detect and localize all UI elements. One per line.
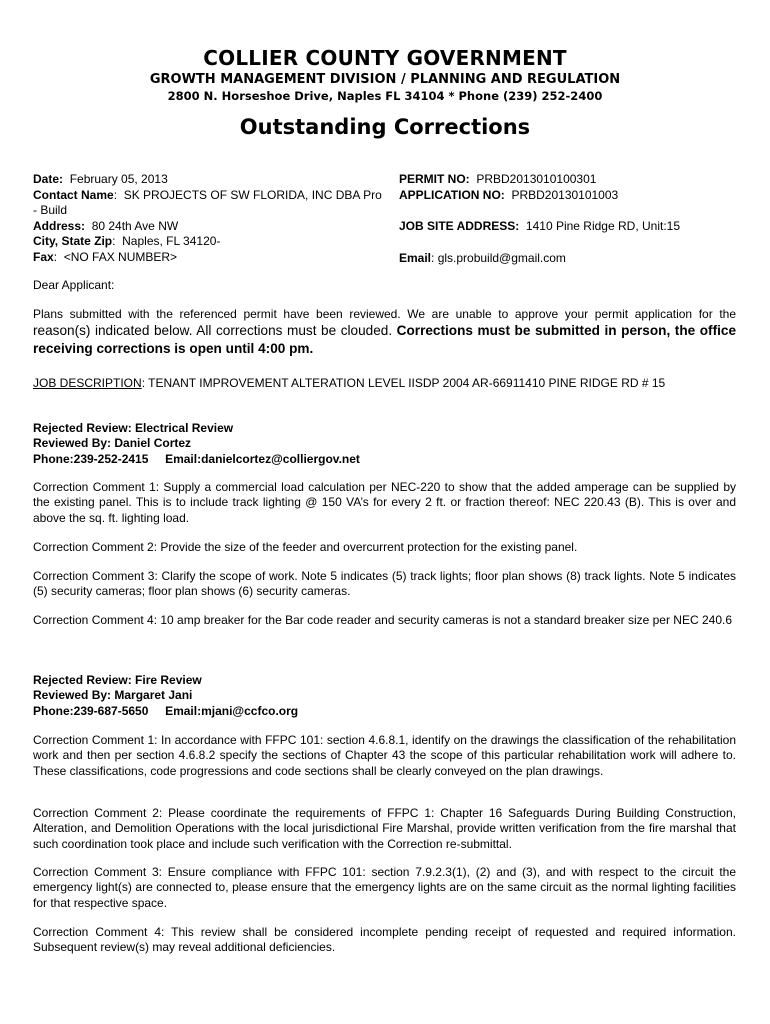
fax-value: <NO FAX NUMBER> (63, 249, 178, 264)
application-value: PRBD20130101003 (511, 187, 619, 202)
correction-comment: Correction Comment 4: 10 amp breaker for the Bar code reader and security cameras is not a standard breaker size per NEC 240.6 (33, 613, 733, 627)
correction-comment: Correction Comment 1: In accordance with FFPC 101: section 4.6.8.1, identify on the drawings the classification of the rehabilitation work and then per section 4.6.8.2 specify the sections of Chapter 43 the scope of this particular rehabilitation work will adhere to. These classifications, code progressions and code sections shall be clearly conveyed on the plan drawings. (33, 733, 736, 778)
page-title: Outstanding Corrections (239, 115, 531, 139)
contact-label: Contact Name (33, 187, 114, 202)
org-address: 2800 N. Horseshoe Drive, Naples FL 34104 * Phone (239) 252-2400 (167, 89, 603, 103)
correction-comment: Correction Comment 2: Please coordinate the requirements of FFPC 1: Chapter 16 Safeguards During Building Construction, Alteration, and Demolition Operations with the local jurisdictional Fire Marshal, provide written verification from the fire marshal that such coordination took place and include such verification with the Correction re-submittal. (33, 806, 736, 851)
salutation: Dear Applicant: (33, 278, 115, 292)
correction-comment: Correction Comment 1: Supply a commercial load calculation per NEC-220 to show that the added amperage can be supplied by the existing panel. This is to include track lighting @ 150 VA’s for every 2 ft. or fraction thereof: NEC 220.43 (B). This is over and above the sq. ft. lighting load. (33, 480, 736, 525)
job-description-text: : TENANT IMPROVEMENT ALTERATION LEVEL IISDP 2004 AR-66911410 PINE RIDGE RD # 15 (141, 376, 666, 390)
reviewed-by: Reviewed By: Margaret Jani (33, 688, 193, 703)
reviewed-by: Reviewed By: Daniel Cortez (33, 436, 192, 451)
job-description (33, 376, 736, 391)
application-line (399, 188, 749, 204)
address-label: Address: (33, 218, 86, 233)
city-label: City, State Zip (33, 234, 113, 249)
contact-line: Contact Name: SK PROJECTS OF SW FLORIDA, INC DBA Pro - Build (33, 187, 382, 218)
city-line: City, State Zip: Naples, FL 34120- (33, 234, 221, 249)
correction-comment: Correction Comment 2: Provide the size of the feeder and overcurrent protection for the existing panel. (33, 540, 578, 554)
date-line (33, 172, 385, 188)
city-value: Naples, FL 34120- (122, 234, 221, 249)
rejected-review-title: Rejected Review: Electrical Review (33, 421, 234, 435)
job-description-label: JOB DESCRIPTION (33, 376, 142, 390)
permit-line (399, 172, 749, 188)
correction-comment: Correction Comment 3: Clarify the scope of work. Note 5 indicates (5) track lights; floor plan shows (8) track lights. Note 5 indicates (5) security cameras; floor plan shows (6) security cameras. (33, 569, 736, 599)
correction-comment: Correction Comment 4: This review shall be considered incomplete pending receipt of requested and required information. Subsequent review(s) may reveal additional deficiencies. (33, 925, 736, 955)
intro-text-2: reason(s) indicated below. All corrections must be clouded. (33, 323, 397, 339)
intro-text-1: Plans submitted with the referenced permit have been reviewed. We are unable to approve your permit application for the (33, 307, 736, 321)
email-label: Email (399, 250, 432, 265)
intro-paragraph (33, 307, 736, 357)
address-value: 80 24th Ave NW (91, 218, 179, 233)
reviewer-contact: Phone:239-252-2415 Email:danielcortez@colliergov.net (33, 451, 360, 466)
jobsite-label: JOB SITE ADDRESS: (399, 219, 520, 234)
fax-label: Fax (33, 249, 54, 264)
date-label: Date: (33, 172, 64, 186)
applicant-info (33, 172, 385, 266)
email-value: gls.probuild@gmail.com (437, 250, 566, 265)
org-name: COLLIER COUNTY GOVERNMENT (203, 46, 567, 70)
jobsite-value: 1410 Pine Ridge RD, Unit:15 (525, 219, 681, 234)
email-line: Email: gls.probuild@gmail.com (399, 250, 566, 265)
division-name: GROWTH MANAGEMENT DIVISION / PLANNING AND REGULATION (149, 72, 621, 87)
review-fire-header (33, 673, 736, 719)
address-line (33, 219, 385, 235)
jobsite-line (399, 219, 749, 235)
date-value: February 05, 2013 (69, 172, 168, 186)
permit-info (399, 172, 749, 266)
fax-line: Fax: <NO FAX NUMBER> (33, 249, 178, 264)
rejected-review-title: Rejected Review: Fire Review (33, 673, 202, 687)
permit-value: PRBD2013010100301 (476, 172, 597, 186)
application-label: APPLICATION NO: (399, 187, 505, 202)
contact-value: SK PROJECTS OF SW FLORIDA, INC DBA Pro - Build (33, 187, 382, 218)
intro-bold: Corrections must be submitted in person, the office receiving corrections is open until 4:00 pm. (33, 323, 736, 356)
correction-comment: Correction Comment 3: Ensure compliance with FFPC 101: section 7.9.2.3(1), (2) and (3), and with respect to the circuit the emergency light(s) are connected to, please ensure that the emergency lights are on the same circuit as the normal lighting facilities for that respective space. (33, 865, 736, 910)
review-electrical-header (33, 421, 736, 467)
reviewer-contact: Phone:239-687-5650 Email:mjani@ccfco.org (33, 703, 299, 718)
permit-label: PERMIT NO: (399, 172, 470, 186)
